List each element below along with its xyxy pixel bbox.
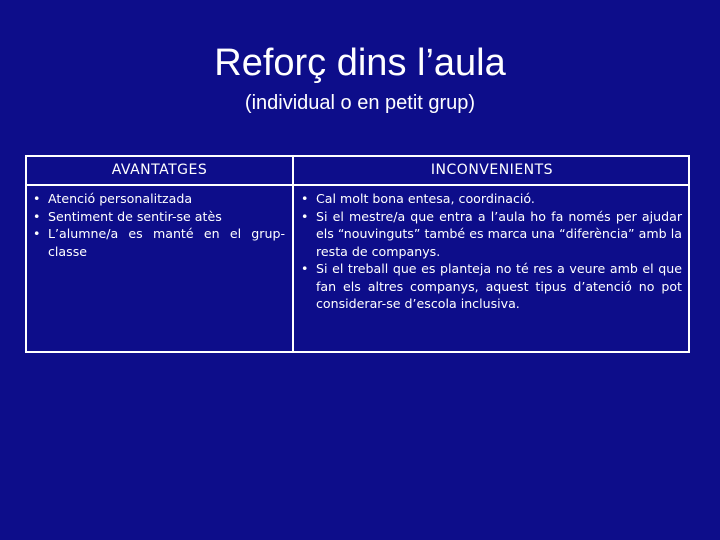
header-disadvantages: INCONVENIENTS [430,162,554,178]
advantages-list [31,190,285,260]
header-advantages: AVANTATGES [111,162,208,178]
slide-title: Reforç dins l’aula [214,42,506,84]
slide-subtitle: (individual o en petit grup) [244,92,476,114]
header-divider [27,184,688,186]
column-divider [292,157,294,351]
comparison-table [25,155,690,353]
disadvantages-list [299,190,682,313]
advantage-item: • L’alumne/a es manté en el grup-classe [31,225,285,260]
disadvantage-item: • Si el treball que es planteja no té res a veure amb el que fan els altres companys, aquest tipus d’atenció no pot considerar-se d’escola inclusiva. [299,260,682,313]
disadvantage-item: • Si el mestre/a que entra a l’aula ho fa només per ajudar els “nouvinguts” també es marca una “diferència” amb la resta de companys. [299,208,682,261]
disadvantage-item: • Cal molt bona entesa, coordinació. [299,190,682,208]
advantage-item: • Sentiment de sentir-se atès [31,208,285,226]
advantage-item: • Atenció personalitzada [31,190,285,208]
